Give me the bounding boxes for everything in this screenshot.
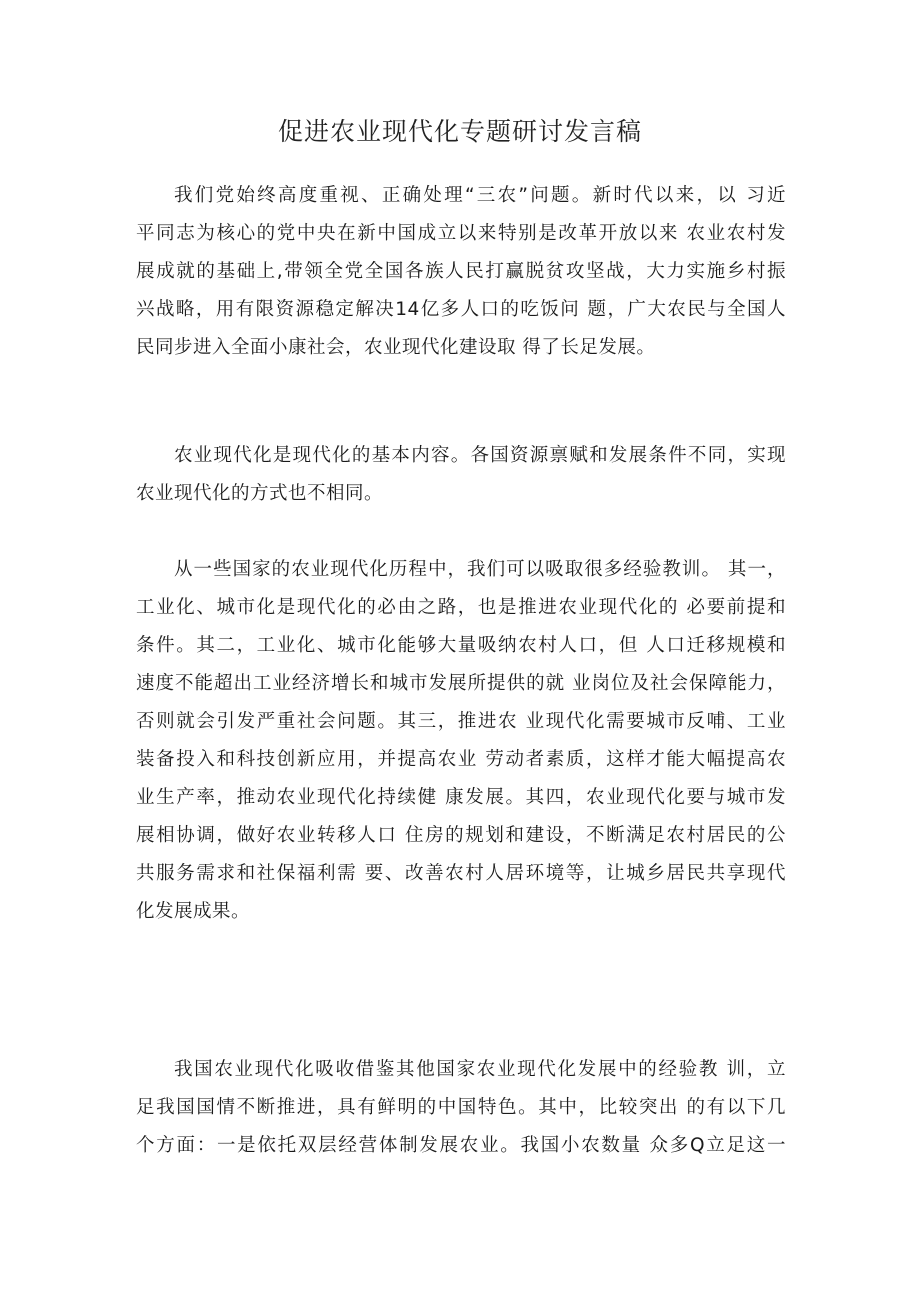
text-line: 我国农业现代化吸收借鉴其他国家农业现代化发展中的经验教 训，立 bbox=[174, 1059, 786, 1080]
text-line: 兴战略，用有限资源稳定解决14亿多人口的吃饭问 题，广大农民与全国人 bbox=[136, 299, 786, 320]
text-line: 条件。其二，工业化、城市化能够大量吸纳农村人口，但 人口迁移规模和 bbox=[136, 635, 786, 656]
text-line: 业生产率，推动农业现代化持续健 康发展。其四，农业现代化要与城市发 bbox=[136, 787, 786, 808]
text-line: 农业现代化的方式也不相同。 bbox=[136, 483, 384, 504]
text-line: 化发展成果。 bbox=[136, 901, 251, 922]
paragraph-1 bbox=[136, 177, 786, 367]
text-line: 个方面：一是依托双层经营体制发展农业。我国小农数量 众多Q立足这一 bbox=[136, 1135, 786, 1156]
text-line: 足我国国情不断推进，具有鲜明的中国特色。其中，比较突出 的有以下几 bbox=[136, 1097, 786, 1118]
text-line: 共服务需求和社保福利需 要、改善农村人居环境等，让城乡居民共享现代 bbox=[136, 863, 786, 884]
text-line: 农业现代化是现代化的基本内容。各国资源禀赋和发展条件不同，实现 bbox=[174, 445, 786, 466]
paragraph-4 bbox=[136, 1051, 786, 1165]
text-line: 展相协调，做好农业转移人口 住房的规划和建设，不断满足农村居民的公 bbox=[136, 825, 786, 846]
paragraph-3 bbox=[136, 551, 786, 931]
text-line: 否则就会引发严重社会问题。其三，推进农 业现代化需要城市反哺、工业 bbox=[136, 711, 786, 732]
document-title: 促进农业现代化专题研讨发言稿 bbox=[277, 117, 642, 146]
text-line: 民同步进入全面小康社会，农业现代化建设取 得了长足发展。 bbox=[136, 337, 656, 358]
text-line: 展成就的基础上,带领全党全国各族人民打赢脱贫攻坚战，大力实施乡村振 bbox=[136, 261, 786, 282]
text-line: 从一些国家的农业现代化历程中，我们可以吸取很多经验教训。 其一， bbox=[174, 559, 786, 580]
text-line: 装备投入和科技创新应用，并提高农业 劳动者素质，这样才能大幅提高农 bbox=[136, 749, 786, 770]
text-line: 工业化、城市化是现代化的必由之路，也是推进农业现代化的 必要前提和 bbox=[136, 597, 786, 618]
text-line: 速度不能超出工业经济增长和城市发展所提供的就 业岗位及社会保障能力， bbox=[136, 673, 786, 694]
text-line: 平同志为核心的党中央在新中国成立以来特别是改革开放以来 农业农村发 bbox=[136, 223, 786, 244]
paragraph-2 bbox=[136, 437, 786, 513]
text-line: 我们党始终高度重视、正确处理“三农”问题。新时代以来，以 习近 bbox=[174, 185, 786, 206]
